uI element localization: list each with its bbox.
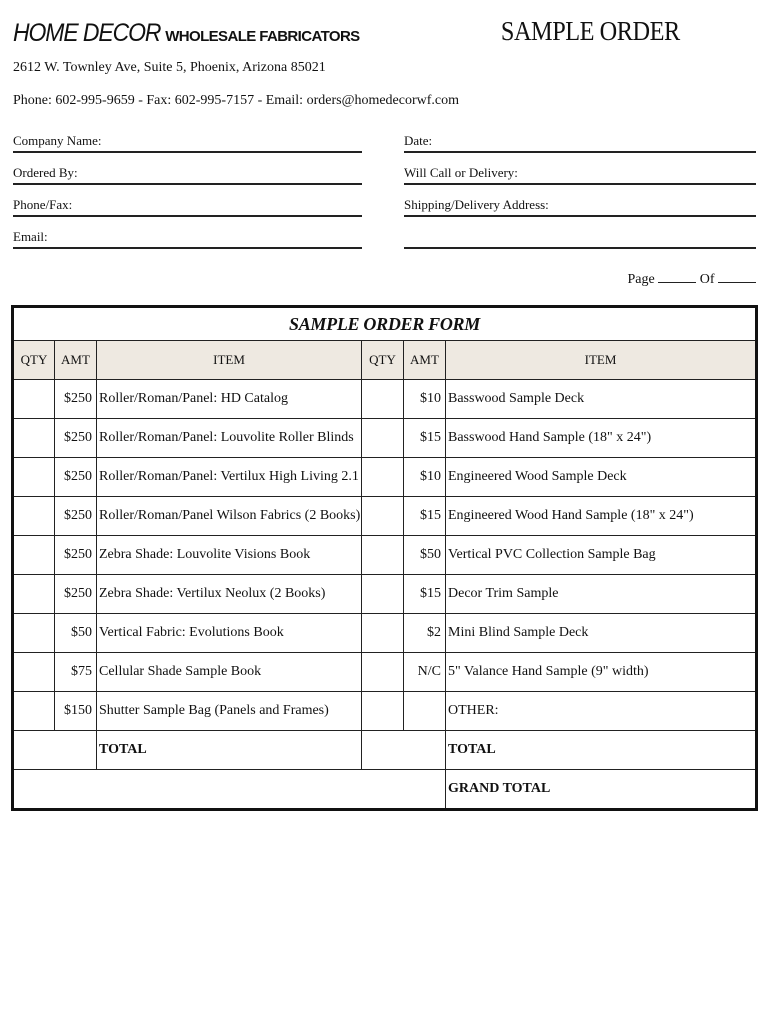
right-item-cell: Basswood Hand Sample (18" x 24") bbox=[446, 419, 757, 458]
page-label: Page bbox=[627, 272, 655, 287]
item-header: ITEM bbox=[97, 341, 362, 380]
date-field[interactable] bbox=[404, 133, 756, 153]
grand-total-blank[interactable] bbox=[13, 770, 446, 810]
left-item-cell: Zebra Shade: Vertilux Neolux (2 Books) bbox=[97, 575, 362, 614]
will-call-field[interactable] bbox=[404, 165, 756, 185]
left-amt-cell: $50 bbox=[55, 614, 97, 653]
qty-header: QTY bbox=[13, 341, 55, 380]
right-amt-cell: $10 bbox=[404, 380, 446, 419]
left-amt-cell: $250 bbox=[55, 575, 97, 614]
right-amt-cell: $2 bbox=[404, 614, 446, 653]
right-qty-cell[interactable] bbox=[362, 692, 404, 731]
qty-header: QTY bbox=[362, 341, 404, 380]
form-title: SAMPLE ORDER FORM bbox=[13, 307, 757, 341]
right-item-cell: Engineered Wood Sample Deck bbox=[446, 458, 757, 497]
table-row bbox=[13, 458, 757, 497]
left-qty-cell[interactable] bbox=[13, 419, 55, 458]
table-row bbox=[13, 653, 757, 692]
page-number bbox=[628, 269, 757, 288]
company-name-label: Company Name: bbox=[13, 133, 102, 148]
right-amt-cell: $10 bbox=[404, 458, 446, 497]
left-amt-cell: $250 bbox=[55, 419, 97, 458]
left-qty-cell[interactable] bbox=[13, 614, 55, 653]
right-amt-cell: $15 bbox=[404, 575, 446, 614]
right-qty-cell[interactable] bbox=[362, 497, 404, 536]
total-label: TOTAL bbox=[446, 731, 757, 770]
total-qty-cell[interactable] bbox=[362, 731, 446, 770]
shipping-address-label: Shipping/Delivery Address: bbox=[404, 197, 549, 212]
left-amt-cell: $250 bbox=[55, 536, 97, 575]
right-qty-cell[interactable] bbox=[362, 614, 404, 653]
left-item-cell: Roller/Roman/Panel Wilson Fabrics (2 Books) bbox=[97, 497, 362, 536]
email-field[interactable] bbox=[13, 229, 362, 249]
left-item-cell: Zebra Shade: Louvolite Visions Book bbox=[97, 536, 362, 575]
right-item-cell: Mini Blind Sample Deck bbox=[446, 614, 757, 653]
left-item-cell: Cellular Shade Sample Book bbox=[97, 653, 362, 692]
left-item-cell: Roller/Roman/Panel: Vertilux High Living 2.1 bbox=[97, 458, 362, 497]
right-qty-cell[interactable] bbox=[362, 536, 404, 575]
total-label: TOTAL bbox=[97, 731, 362, 770]
total-qty-cell[interactable] bbox=[13, 731, 97, 770]
left-item-cell: Roller/Roman/Panel: HD Catalog bbox=[97, 380, 362, 419]
email-label: Email: bbox=[13, 229, 48, 244]
right-qty-cell[interactable] bbox=[362, 653, 404, 692]
right-amt-cell: N/C bbox=[404, 653, 446, 692]
right-amt-cell: $50 bbox=[404, 536, 446, 575]
sample-order-table bbox=[11, 305, 758, 811]
left-amt-cell: $250 bbox=[55, 497, 97, 536]
table-row bbox=[13, 419, 757, 458]
table-row bbox=[13, 497, 757, 536]
left-qty-cell[interactable] bbox=[13, 458, 55, 497]
phone-fax-field[interactable] bbox=[13, 197, 362, 217]
total-row bbox=[13, 731, 757, 770]
phone-fax-label: Phone/Fax: bbox=[13, 197, 73, 212]
right-qty-cell[interactable] bbox=[362, 380, 404, 419]
right-item-cell: OTHER: bbox=[446, 692, 757, 731]
will-call-label: Will Call or Delivery: bbox=[404, 165, 518, 180]
table-row bbox=[13, 380, 757, 419]
right-amt-cell: $15 bbox=[404, 419, 446, 458]
grand-total-row bbox=[13, 770, 757, 810]
brand-name: HOME DECOR bbox=[13, 19, 161, 47]
left-amt-cell: $75 bbox=[55, 653, 97, 692]
company-name-field[interactable] bbox=[13, 133, 362, 153]
right-item-cell: Decor Trim Sample bbox=[446, 575, 757, 614]
right-item-cell: Vertical PVC Collection Sample Bag bbox=[446, 536, 757, 575]
of-blank[interactable] bbox=[718, 269, 756, 283]
left-item-cell: Shutter Sample Bag (Panels and Frames) bbox=[97, 692, 362, 731]
company-address: 2612 W. Townley Ave, Suite 5, Phoenix, Arizona 85021 bbox=[13, 60, 326, 75]
left-qty-cell[interactable] bbox=[13, 497, 55, 536]
right-amt-cell: $15 bbox=[404, 497, 446, 536]
document-title: SAMPLE ORDER bbox=[501, 16, 680, 46]
right-qty-cell[interactable] bbox=[362, 458, 404, 497]
left-item-cell: Vertical Fabric: Evolutions Book bbox=[97, 614, 362, 653]
amt-header: AMT bbox=[404, 341, 446, 380]
shipping-address-field[interactable] bbox=[404, 197, 756, 217]
right-amt-cell bbox=[404, 692, 446, 731]
page-blank[interactable] bbox=[658, 269, 696, 283]
brand-tagline: WHOLESALE FABRICATORS bbox=[165, 28, 360, 45]
right-qty-cell[interactable] bbox=[362, 419, 404, 458]
table-row bbox=[13, 692, 757, 731]
right-item-cell: Engineered Wood Hand Sample (18" x 24") bbox=[446, 497, 757, 536]
left-qty-cell[interactable] bbox=[13, 380, 55, 419]
left-qty-cell[interactable] bbox=[13, 653, 55, 692]
date-label: Date: bbox=[404, 133, 433, 148]
company-logo bbox=[13, 19, 360, 48]
right-qty-cell[interactable] bbox=[362, 575, 404, 614]
right-item-cell: 5" Valance Hand Sample (9" width) bbox=[446, 653, 757, 692]
item-header: ITEM bbox=[446, 341, 757, 380]
ordered-by-label: Ordered By: bbox=[13, 165, 78, 180]
left-amt-cell: $250 bbox=[55, 458, 97, 497]
shipping-address-line-2[interactable] bbox=[404, 229, 756, 249]
amt-header: AMT bbox=[55, 341, 97, 380]
grand-total-label: GRAND TOTAL bbox=[446, 770, 757, 810]
column-headers bbox=[13, 341, 757, 380]
table-row bbox=[13, 614, 757, 653]
company-contact: Phone: 602-995-9659 - Fax: 602-995-7157 - Email: orders@homedecorwf.com bbox=[13, 93, 460, 108]
left-amt-cell: $250 bbox=[55, 380, 97, 419]
left-item-cell: Roller/Roman/Panel: Louvolite Roller Blinds bbox=[97, 419, 362, 458]
table-row bbox=[13, 575, 757, 614]
ordered-by-field[interactable] bbox=[13, 165, 362, 185]
left-qty-cell[interactable] bbox=[13, 536, 55, 575]
left-qty-cell[interactable] bbox=[13, 575, 55, 614]
left-qty-cell[interactable] bbox=[13, 692, 55, 731]
left-amt-cell: $150 bbox=[55, 692, 97, 731]
table-row bbox=[13, 536, 757, 575]
of-label: Of bbox=[699, 272, 715, 287]
right-item-cell: Basswood Sample Deck bbox=[446, 380, 757, 419]
